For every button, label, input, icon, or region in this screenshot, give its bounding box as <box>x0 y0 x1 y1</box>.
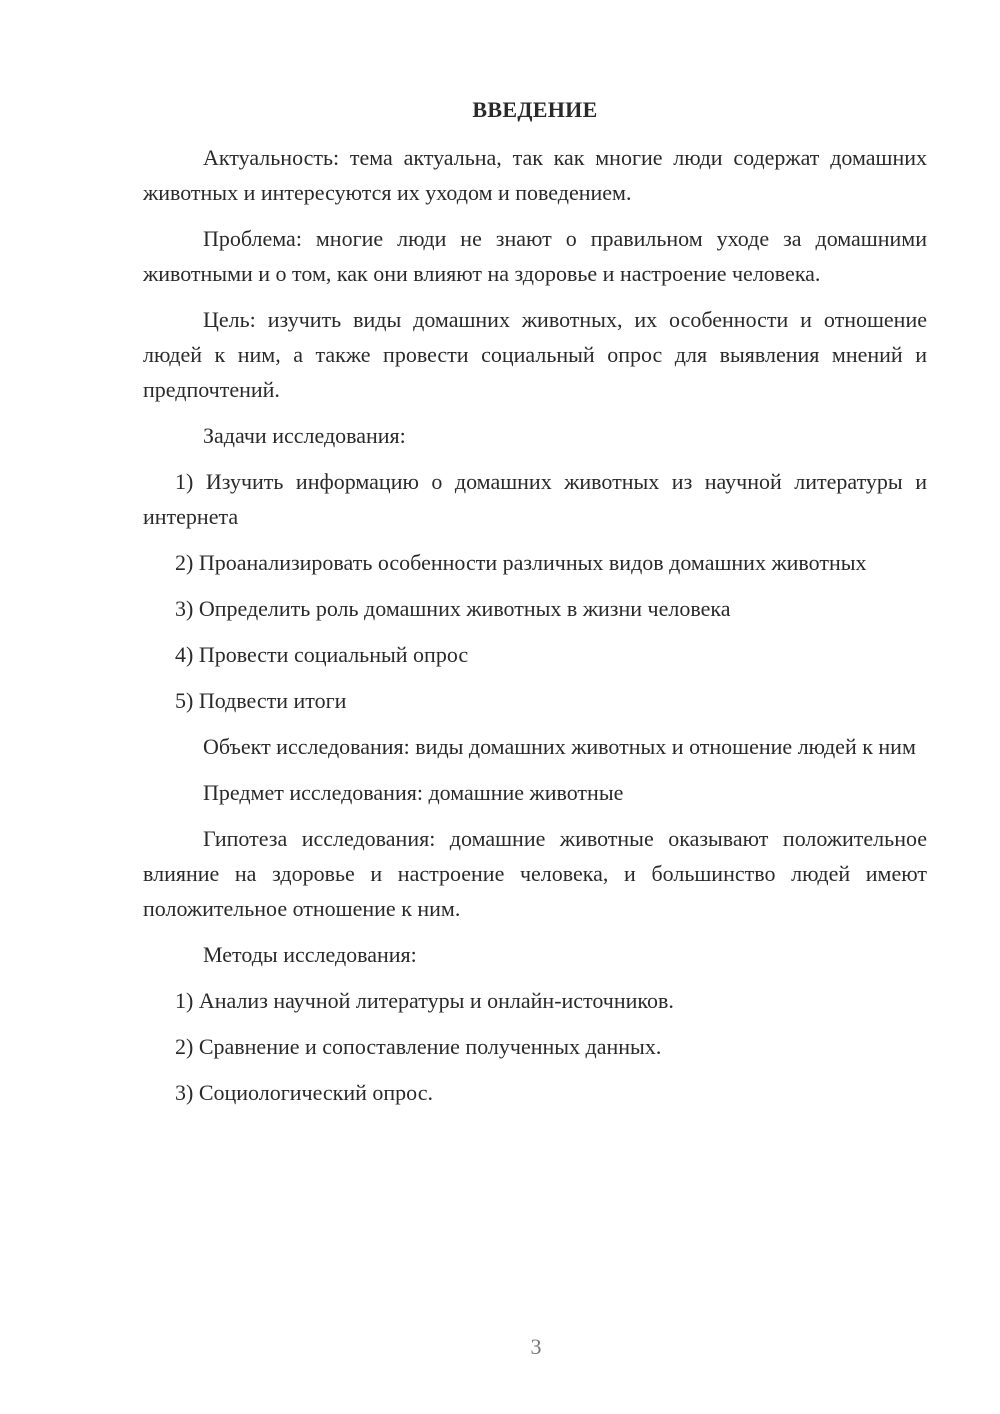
task-item: 3) Определить роль домашних животных в жизни человека <box>175 596 731 621</box>
subject-paragraph: Предмет исследования: домашние животные <box>203 780 624 805</box>
task-item: 2) Проанализировать особенности различных видов домашних животных <box>175 550 867 575</box>
task-item: 1) Изучить информацию о домашних животных из научной литературы и интернета <box>143 469 927 529</box>
method-item: 2) Сравнение и сопоставление полученных данных. <box>175 1034 662 1059</box>
method-item: 1) Анализ научной литературы и онлайн-источников. <box>175 988 674 1013</box>
hypothesis-paragraph: Гипотеза исследования: домашние животные оказывают положительное влияние на здоровье и настроение человека, и большинство людей имеют положительное отношение к ним. <box>143 826 927 921</box>
relevance-paragraph: Актуальность: тема актуальна, так как многие люди содержат домашних животных и интересуются их уходом и поведением. <box>143 145 927 205</box>
page-number: 3 <box>530 1334 542 1359</box>
document-body <box>143 95 927 1121</box>
problem-paragraph: Проблема: многие люди не знают о правильном уходе за домашними животными и о том, как они влияют на здоровье и настроение человека. <box>143 226 927 286</box>
task-item: 5) Подвести итоги <box>175 688 347 713</box>
section-title: ВВЕДЕНИЕ <box>472 97 598 122</box>
task-item: 4) Провести социальный опрос <box>175 642 469 667</box>
method-item: 3) Социологический опрос. <box>175 1080 433 1105</box>
methods-heading: Методы исследования: <box>203 942 417 967</box>
object-paragraph: Объект исследования: виды домашних животных и отношение людей к ним <box>203 734 916 759</box>
tasks-heading: Задачи исследования: <box>203 423 406 448</box>
goal-paragraph: Цель: изучить виды домашних животных, их особенности и отношение людей к ним, а также провести социальный опрос для выявления мнений и предпочтений. <box>143 307 927 402</box>
